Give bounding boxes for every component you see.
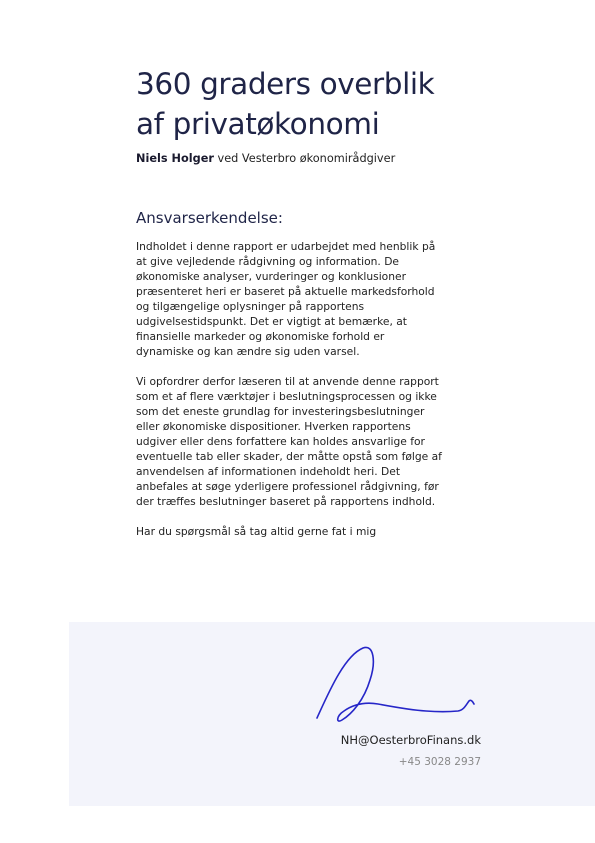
disclaimer-paragraph-1 xyxy=(136,239,481,359)
text-line: økonomiske analyser, vurderinger og konklusioner xyxy=(136,270,406,283)
byline xyxy=(136,152,395,166)
text-line: eventuelle tab eller skader, der måtte opstå som følge af xyxy=(136,450,442,463)
author-affiliation: ved Vesterbro økonomirådgiver xyxy=(213,152,396,165)
text-line: anbefales at søge yderligere professionel rådgivning, før xyxy=(136,480,439,493)
author-name: Niels Holger xyxy=(136,152,214,165)
signature-stroke xyxy=(317,647,474,721)
closing-line: Har du spørgsmål så tag altid gerne fat i mig xyxy=(136,525,377,538)
text-line: og tilgængelige oplysninger på rapportens xyxy=(136,300,365,313)
contact-panel xyxy=(69,622,595,806)
text-line: udgiver eller dens forfattere kan holdes ansvarlige for xyxy=(136,435,425,448)
disclaimer-body xyxy=(136,239,481,554)
text-line: at give vejledende rådgivning og information. De xyxy=(136,255,399,268)
text-line: som et af flere værktøjer i beslutningsprocessen og ikke xyxy=(136,390,437,403)
disclaimer-paragraph-2 xyxy=(136,374,481,509)
text-line: der træffes beslutninger baseret på rapportens indhold. xyxy=(136,495,436,508)
page-title xyxy=(136,64,556,144)
contact-email[interactable]: NH@OesterbroFinans.dk xyxy=(340,733,481,747)
disclaimer-heading: Ansvarserkendelse: xyxy=(136,209,283,227)
text-line: Indholdet i denne rapport er udarbejdet med henblik på xyxy=(136,240,436,253)
text-line: Vi opfordrer derfor læseren til at anvende denne rapport xyxy=(136,375,439,388)
text-line: anvendelsen af informationen indeholdt heri. Det xyxy=(136,465,401,478)
text-line: som det eneste grundlag for investeringsbeslutninger xyxy=(136,405,425,418)
signature-image xyxy=(314,642,484,732)
text-line: udgivelsestidspunkt. Det er vigtigt at bemærke, at xyxy=(136,315,407,328)
text-line: eller økonomiske dispositioner. Hverken rapportens xyxy=(136,420,411,433)
text-line: dynamiske og kan ændre sig uden varsel. xyxy=(136,345,360,358)
text-line: finansielle markeder og økonomiske forhold er xyxy=(136,330,385,343)
title-line: af privatøkonomi xyxy=(136,107,380,141)
text-line: præsenteret heri er baseret på aktuelle markedsforhold xyxy=(136,285,435,298)
contact-phone[interactable]: +45 3028 2937 xyxy=(398,756,481,768)
title-line: 360 graders overblik xyxy=(136,67,435,101)
